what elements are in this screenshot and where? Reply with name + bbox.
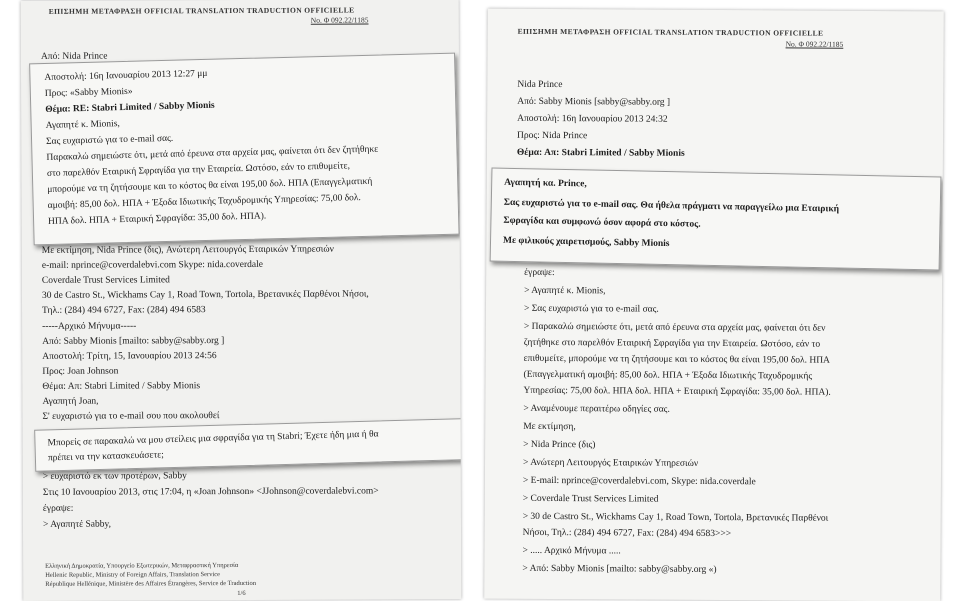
quoted-line: > 30 de Castro St., Wickhams Cay 1, Road Town, Tortola, Βρετανικές Παρθένοι xyxy=(522,511,829,524)
subject-line: Θέμα: Απ: Stabri Limited / Sabby Mionis xyxy=(516,147,685,159)
quoted-line: > Ανώτερη Λειτουργός Εταιρικών Υπηρεσιών xyxy=(523,457,699,469)
quoted-line: > Παρακαλώ σημειώστε ότι, μετά από έρευνα στα αρχεία μας, φαίνεται ότι δεν xyxy=(523,321,826,334)
from-line: Από: Sabby Mionis [mailto: sabby@sabby.org ] xyxy=(42,336,225,347)
quoted-line: > Σας ευχαριστώ για το e-mail σας. xyxy=(523,303,659,315)
document-number: No. Φ 092.22/1185 xyxy=(310,15,369,25)
body-line: στο παρελθόν Εταιρική Σφραγίδα για την Εταιρεία. Ωστόσο, εάν το επιθυμείτε, xyxy=(46,161,351,179)
subject-line: Θέμα: RE: Stabri Limited / Sabby Mionis xyxy=(45,100,215,116)
email-line: e-mail: nprince@coverdalebvi.com Skype: nida.coverdale xyxy=(41,259,263,271)
to-line: Προς: Nida Prince xyxy=(516,130,588,142)
quoted-line: Με εκτίμηση, xyxy=(523,421,576,433)
quoted-email-line: > E-mail: nprince@coverdalebvi.com, Skype: nida.coverdale xyxy=(522,475,756,488)
from-line: Από: Nida Prince xyxy=(40,51,108,62)
company-line: Coverdale Trust Services Limited xyxy=(41,275,170,286)
signature-line: Με εκτίμηση, Nida Prince (δις), Ανώτερη Λειτουργός Εταιρικών Υπηρεσιών xyxy=(41,244,334,256)
to-line: Προς: «Sabby Mionis» xyxy=(44,86,133,100)
closing-line: Με φιλικούς χαιρετισμούς, Sabby Mionis xyxy=(502,235,670,250)
quoted-line: > ..... Αρχικό Μήνυμα ..... xyxy=(522,545,621,557)
page-number: 1/6 xyxy=(237,589,246,598)
quoted-header-line: Στις 10 Ιανουαρίου 2013, στις 17:04, η «Joan Johnson» <JJohnson@coverdalebvi.com> xyxy=(42,486,379,498)
sent-line: Αποστολή: 16η Ιανουαρίου 2013 24:32 xyxy=(517,113,668,125)
body-line: μπορούμε να τη ζητήσουμε και το κόστος θα είναι 195,00 δολ. ΗΠΑ (Επαγγελματική xyxy=(47,176,373,195)
salutation: Αγαπητή κα. Prince, xyxy=(504,177,587,190)
highlighted-request-box xyxy=(34,418,461,472)
to-line: Προς: Joan Johnson xyxy=(42,366,119,377)
highlighted-confirmation-box xyxy=(490,168,942,271)
page-header: ΕΠΙΣΗΜΗ ΜΕΤΑΦΡΑΣΗ OFFICIAL TRANSLATION TRADUCTION OFFICIELLE xyxy=(517,26,824,38)
subject-line: Θέμα: Απ: Stabri Limited / Sabby Mionis xyxy=(42,381,201,392)
footer-line: République Hellénique, Ministère des Affaires Étrangères, Service de Traduction xyxy=(45,579,256,588)
quoted-salutation: > Αγαπητέ Sabby, xyxy=(42,519,112,530)
quoted-line: > Από: Sabby Mionis [mailto: sabby@sabby.org «) xyxy=(522,563,717,576)
body-line: > ευχαριστώ εκ των προτέρων, Sabby xyxy=(42,471,187,482)
quoted-line: Νήσοι, Τηλ.: (284) 494 6727, Fax: (284) 494 6583>>> xyxy=(522,527,732,540)
request-line: Μπορείς σε παρακαλώ να μου στείλεις μια σφραγίδα για τη Stabri; Έχετε ήδη μια ή θα xyxy=(47,429,379,449)
body-line: Παρακαλώ σημειώστε ότι, μετά από έρευνα στα αρχεία μας, φαίνεται ότι δεν ζητήθηκε xyxy=(46,144,379,163)
quoted-line: ζητήθηκε στο παρελθόν Εταιρική Σφραγίδα για την Εταιρεία. Ωστόσο, εάν το xyxy=(523,337,821,350)
body-line: αμοιβή: 85,00 δολ. ΗΠΑ + Έξοδα Ιδιωτικής Ταχυδρομικής Υπηρεσίας: 75,00 δολ. xyxy=(47,193,361,211)
quoted-line: (Επαγγελματική αμοιβή: 85,00 δολ. ΗΠΑ + Έξοδα Ιδιωτικής Ταχυδρομικής xyxy=(523,369,813,382)
page-header: ΕΠΙΣΗΜΗ ΜΕΤΑΦΡΑΣΗ OFFICIAL TRANSLATION TRADUCTION OFFICIELLE xyxy=(48,5,355,16)
original-message-line: -----Αρχικό Μήνυμα----- xyxy=(42,321,137,332)
quoted-line: Υπηρεσίας: 75,00 δολ. ΗΠΑ δολ. ΗΠΑ + Εταιρική Σφραγίδα: 35,00 δολ. ΗΠΑ). xyxy=(523,385,831,398)
quoted-line: επιθυμείτε, μπορούμε να τη ζητήσουμε και το κόστος θα είναι 195,00 δολ. ΗΠΑ xyxy=(523,353,830,366)
confirmation-line: Σφραγίδα και συμφωνώ όσον αφορά στο κόστος. xyxy=(503,215,701,230)
from-line: Από: Sabby Mionis [sabby@sabby.org ] xyxy=(517,96,671,108)
phone-line: Τηλ.: (284) 494 6727, Fax: (284) 494 6583 xyxy=(42,305,206,316)
quoted-line: > Αγαπητέ κ. Mionis, xyxy=(524,285,606,297)
request-line: πρέπει να την κατασκευάσετε; xyxy=(47,450,164,464)
salutation: Αγαπητή Joan, xyxy=(42,396,99,407)
body-line: Σας ευχαριστώ για το e-mail σας. xyxy=(45,133,174,147)
quoted-line: > Coverdale Trust Services Limited xyxy=(522,493,659,505)
footer-line: Ελληνική Δημοκρατία, Υπουργείο Εξωτερικών, Μεταφραστική Υπηρεσία xyxy=(45,562,239,570)
translation-page-right xyxy=(484,9,944,601)
translation-page-left xyxy=(21,0,462,601)
footer-line: Hellenic Republic, Ministry of Foreign Affairs, Translation Service xyxy=(45,571,221,579)
wrote-line: έγραψε: xyxy=(42,503,74,514)
sent-line: Αποστολή: Τρίτη, 15, Ιανουαρίου 2013 24:56 xyxy=(42,351,217,362)
confirmation-line: Σας ευχαριστώ για το e-mail σας. Θα ήθελα πράγματι να παραγγείλω μια Εταιρική xyxy=(503,197,840,215)
address-line: 30 de Castro St., Wickhams Cay 1, Road Town, Tortola, Βρετανικές Παρθένοι Νήσοι, xyxy=(41,289,369,301)
sent-line: Αποστολή: 16η Ιανουαρίου 2013 12:27 μμ xyxy=(44,68,208,84)
document-number: No. Φ 092.22/1185 xyxy=(785,39,844,49)
body-line: Σ' ευχαριστώ για το e-mail σου που ακολουθεί xyxy=(42,411,220,422)
highlighted-reply-box xyxy=(29,53,459,246)
quoted-line: > Nida Prince (δις) xyxy=(523,439,596,451)
wrote-line: έγραψε: xyxy=(524,267,555,279)
quoted-line: > Αναμένουμε περαιτέρω οδηγίες σας. xyxy=(523,403,670,415)
sender-name: Nida Prince xyxy=(517,79,563,91)
body-line: ΗΠΑ δολ. ΗΠΑ + Εταιρική Σφραγίδα: 35,00 δολ. ΗΠΑ). xyxy=(47,211,267,227)
salutation: Αγαπητέ κ. Mionis, xyxy=(45,119,120,132)
